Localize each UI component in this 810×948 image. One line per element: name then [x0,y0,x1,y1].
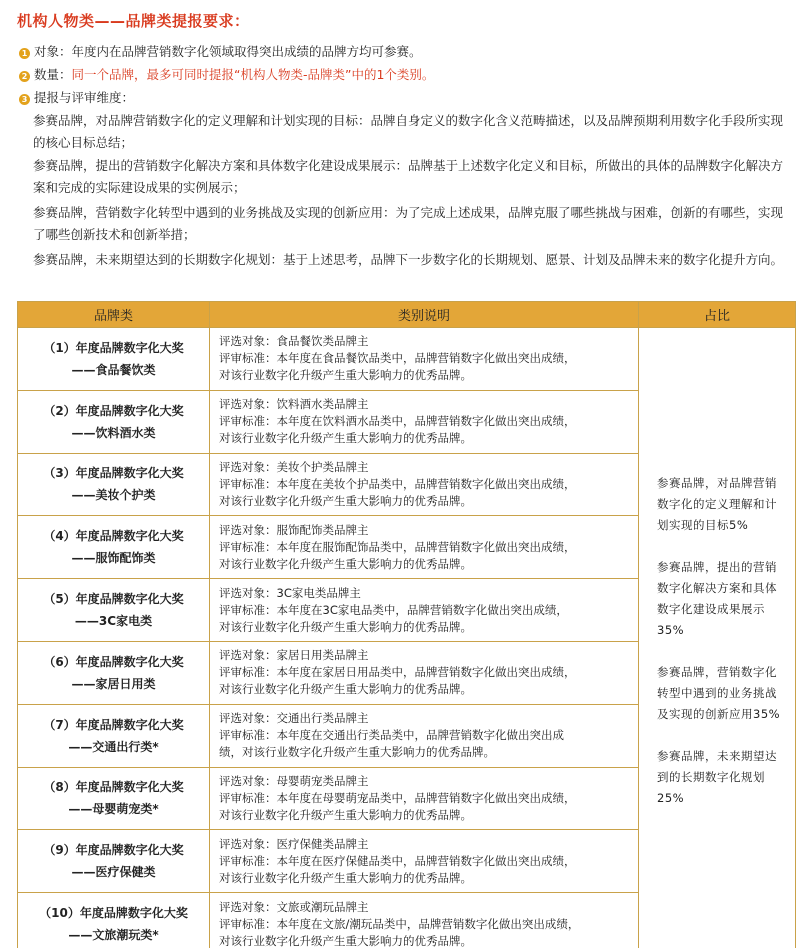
header-ratio: 占比 [639,302,796,328]
description-line: 对该行业数字化升级产生重大影响力的优秀品牌。 [219,368,472,383]
ratio-item: 参赛品牌，提出的营销数字化解决方案和具体数字化建设成果展示35% [657,560,777,638]
description-line: 评审标准：本年度在家居日用品类中，品牌营销数字化做出突出成绩， [219,665,576,680]
award-name: （2）年度品牌数字化大奖 [43,403,184,418]
award-category: ——医疗保健类 [71,865,156,880]
description-cell [210,579,639,642]
dimension-paragraph-1: 参赛品牌，对品牌营销数字化的定义理解和计划实现的目标：品牌自身定义的数字化含义范畴描述，以及品牌预期利用数字化手段所实现的核心目标总结； [33,113,784,150]
award-name: （7）年度品牌数字化大奖 [43,717,184,732]
award-category: ——母婴萌宠类* [68,802,159,817]
award-cell [18,704,210,767]
description-line: 评审标准：本年度在美妆个护品类中，品牌营销数字化做出突出成绩， [219,476,576,491]
description-line: 评审标准：本年度在食品餐饮品类中，品牌营销数字化做出突出成绩， [219,351,576,366]
description-line: 评选对象：服饰配饰类品牌主 [219,522,369,537]
number-badge-1: 1 [19,48,30,59]
description-line: 评审标准：本年度在母婴萌宠品类中，品牌营销数字化做出突出成绩， [219,790,576,805]
description-cell [210,830,639,893]
award-cell [18,893,210,948]
ratio-item: 参赛品牌，营销数字化转型中遇到的业务挑战及实现的创新应用35% [657,665,781,722]
award-category: ——饮料酒水类 [71,425,156,440]
dimension-paragraph-3: 参赛品牌，营销数字化转型中遇到的业务挑战及实现的创新应用：为了完成上述成果，品牌克服了哪些挑战与困难，创新的有哪些，实现了哪些创新技术和创新举措； [33,205,784,242]
ratio-cell [639,328,796,948]
award-table [17,301,796,948]
award-name: （9）年度品牌数字化大奖 [43,843,184,858]
award-cell [18,453,210,516]
description-line: 评审标准：本年度在服饰配饰品类中，品牌营销数字化做出突出成绩， [219,539,576,554]
description-cell [210,893,639,948]
description-cell [210,390,639,453]
description-line: 评选对象：母婴萌宠类品牌主 [219,773,369,788]
description-line: 评选对象：食品餐饮类品牌主 [219,334,369,349]
award-category: ——交通出行类* [68,739,159,754]
description-line: 评选对象：医疗保健类品牌主 [219,836,369,851]
award-category: ——食品餐饮类 [71,362,156,377]
award-name: （8）年度品牌数字化大奖 [43,780,184,795]
description-line: 评审标准：本年度在3C家电品类中，品牌营销数字化做出突出成绩， [219,602,568,617]
requirement-object [19,42,422,62]
description-line: 评选对象：家居日用类品牌主 [219,648,369,663]
award-cell [18,641,210,704]
requirement-quantity-highlight: 同一个品牌，最多可同时提报“机构人物类-品牌类”中的1个类别。 [71,67,435,82]
award-cell [18,516,210,579]
requirement-quantity [19,65,434,85]
description-line: 对该行业数字化升级产生重大影响力的优秀品牌。 [219,682,472,697]
requirement-object-label: 对象：年度内在品牌营销数字化领域取得突出成绩的品牌方均可参赛。 [34,44,422,59]
award-category: ——3C家电类 [74,614,153,629]
description-line: 评选对象：交通出行类品牌主 [219,711,369,726]
ratio-item: 参赛品牌，未来期望达到的长期数字化规划25% [657,749,777,806]
award-name: （4）年度品牌数字化大奖 [43,529,184,544]
award-cell [18,767,210,830]
description-line: 对该行业数字化升级产生重大影响力的优秀品牌。 [219,807,472,822]
table-row [18,328,796,391]
award-cell [18,390,210,453]
award-category: ——美妆个护类 [71,488,156,503]
requirement-quantity-prefix: 数量： [34,67,72,82]
award-name: （10）年度品牌数字化大奖 [39,906,188,921]
requirement-dimensions [19,88,134,108]
description-line: 对该行业数字化升级产生重大影响力的优秀品牌。 [219,933,472,948]
description-line: 绩，对该行业数字化升级产生重大影响力的优秀品牌。 [219,745,495,760]
description-line: 对该行业数字化升级产生重大影响力的优秀品牌。 [219,493,472,508]
award-cell [18,328,210,391]
description-line: 评选对象：文旅或潮玩品牌主 [219,899,369,914]
ratio-item: 参赛品牌，对品牌营销数字化的定义理解和计划实现的目标5% [657,476,777,533]
description-line: 评审标准：本年度在饮料酒水品类中，品牌营销数字化做出突出成绩， [219,414,576,429]
number-badge-2: 2 [19,71,30,82]
description-line: 评审标准：本年度在医疗保健品类中，品牌营销数字化做出突出成绩， [219,853,576,868]
award-category: ——家居日用类 [71,676,156,691]
description-line: 评选对象：3C家电类品牌主 [219,585,361,600]
award-name: （6）年度品牌数字化大奖 [43,654,184,669]
award-name: （1）年度品牌数字化大奖 [43,340,184,355]
description-cell [210,641,639,704]
number-badge-3: 3 [19,94,30,105]
header-brand-category: 品牌类 [18,302,210,328]
award-name: （3）年度品牌数字化大奖 [43,466,184,481]
description-line: 评审标准：本年度在交通出行类品类中，品牌营销数字化做出突出成 [219,728,564,743]
description-cell [210,704,639,767]
description-cell [210,516,639,579]
award-category: ——服饰配饰类 [71,551,156,566]
award-cell [18,830,210,893]
description-cell [210,767,639,830]
description-line: 对该行业数字化升级产生重大影响力的优秀品牌。 [219,619,472,634]
table-header-row [18,302,796,328]
description-cell [210,328,639,391]
dimension-paragraph-2: 参赛品牌，提出的营销数字化解决方案和具体数字化建设成果展示：品牌基于上述数字化定义和目标，所做出的具体的品牌数字化解决方案和完成的实际建设成果的实例展示； [33,158,784,195]
page-title: 机构人物类——品牌类提报要求： [17,12,250,30]
description-line: 对该行业数字化升级产生重大影响力的优秀品牌。 [219,431,472,446]
award-cell [18,579,210,642]
description-line: 评选对象：美妆个护类品牌主 [219,459,369,474]
dimension-paragraph-4: 参赛品牌，未来期望达到的长期数字化规划：基于上述思考，品牌下一步数字化的长期规划、愿景、计划及品牌未来的数字化提升方向。 [33,252,784,267]
award-name: （5）年度品牌数字化大奖 [43,592,184,607]
header-category-description: 类别说明 [210,302,639,328]
description-line: 评选对象：饮料酒水类品牌主 [219,397,369,412]
description-line: 评审标准：本年度在文旅/潮玩品类中，品牌营销数字化做出突出成绩， [219,916,580,931]
description-line: 对该行业数字化升级产生重大影响力的优秀品牌。 [219,870,472,885]
description-cell [210,453,639,516]
description-line: 对该行业数字化升级产生重大影响力的优秀品牌。 [219,556,472,571]
requirement-dimensions-label: 提报与评审维度： [34,90,135,105]
award-category: ——文旅潮玩类* [68,928,159,943]
